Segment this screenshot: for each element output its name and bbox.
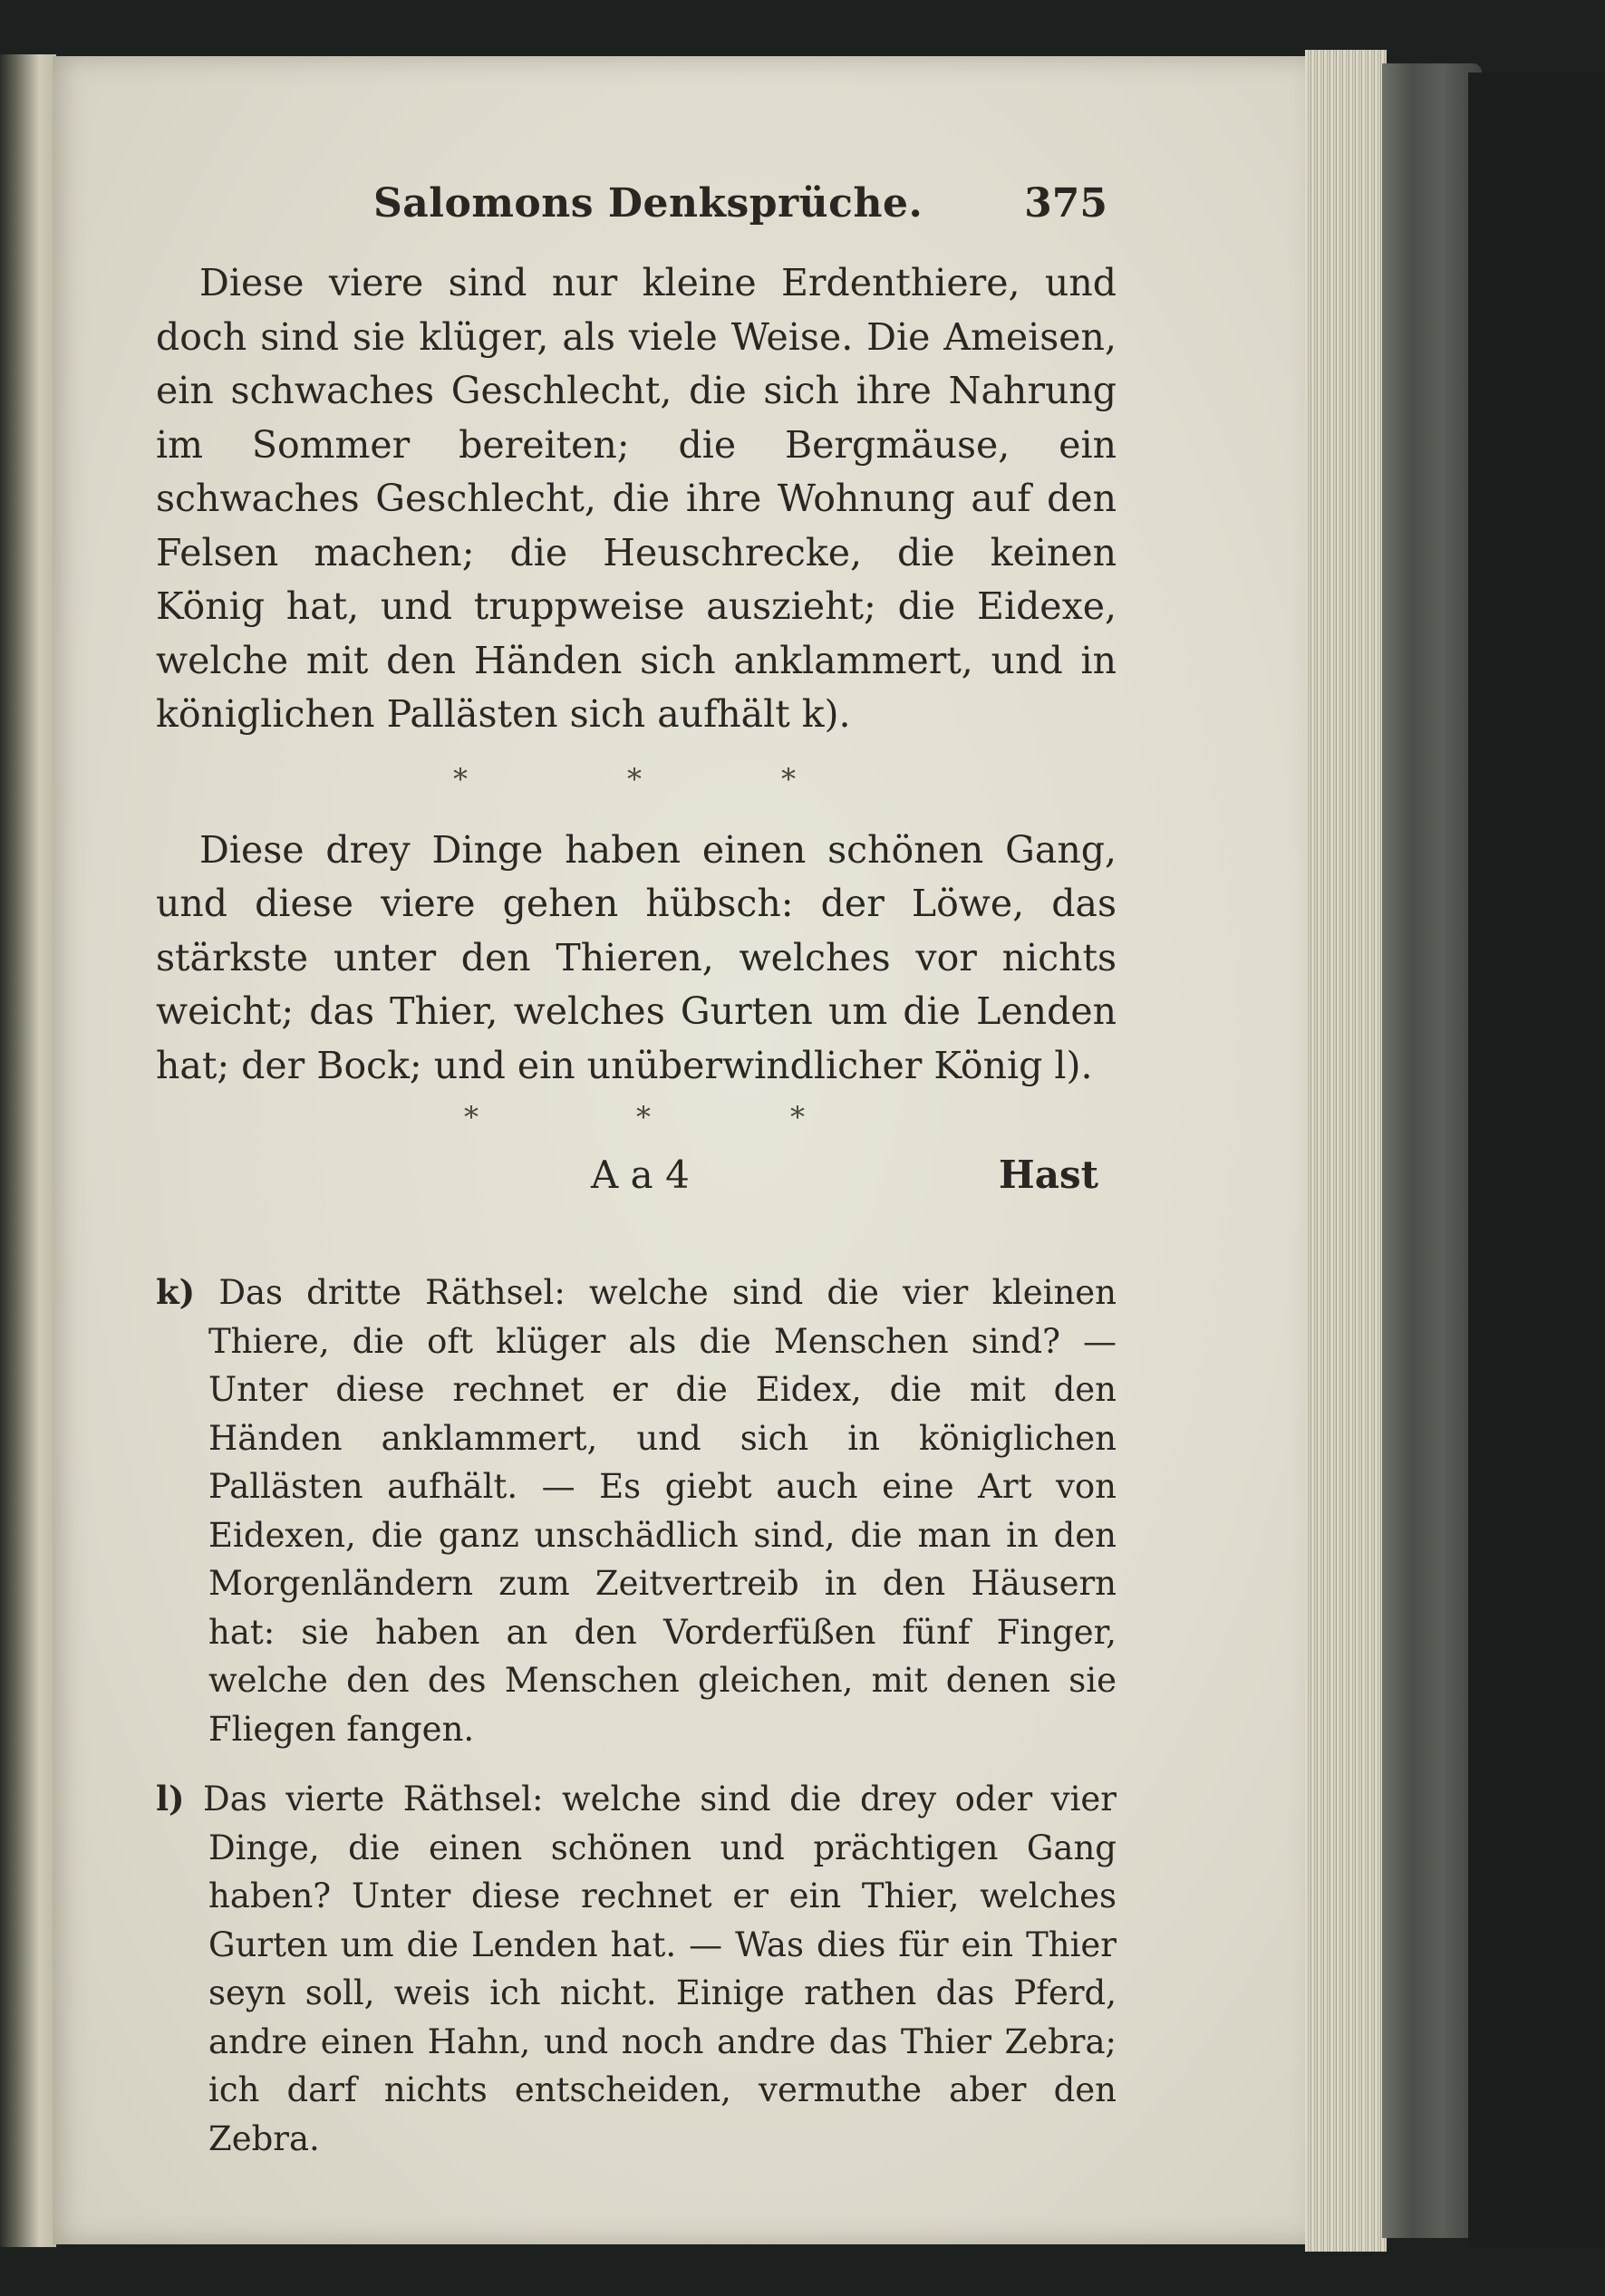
text-block bbox=[156, 177, 1117, 2185]
asterism-separator-2 bbox=[156, 1093, 1117, 1147]
asterism-separator-1 bbox=[156, 742, 1117, 824]
book-cover-board bbox=[1382, 63, 1482, 2238]
asterisk: * bbox=[790, 1100, 805, 1134]
asterisk: * bbox=[464, 1100, 479, 1134]
signature-mark: A a 4 bbox=[591, 1153, 690, 1197]
asterisk: * bbox=[781, 761, 796, 796]
asterisk: * bbox=[453, 761, 468, 796]
footnote-text: Das dritte Räthsel: welche sind die vier kleinen Thiere, die oft klüger als die Menschen sind? — Unter diese rechnet er die Eidex, die mit den Händen anklammert, und sich in königlichen Pallästen aufhält. — Es giebt auch eine Art von Eidexen, die ganz unschädlich sind, die man in den Morgenländern zum Zeitvertreib in den Häusern hat: sie haben an den Vorderfüßen fünf Finger, welche den des Menschen gleichen, mit denen sie Fliegen fangen. bbox=[208, 1273, 1117, 1749]
running-head bbox=[156, 177, 1117, 235]
left-page-edge bbox=[0, 54, 56, 2247]
running-head-title: Salomons Denksprüche. bbox=[373, 180, 923, 227]
page-number: 375 bbox=[1024, 180, 1107, 227]
background-shadow bbox=[1468, 72, 1605, 2247]
footnote-text: Das vierte Räthsel: welche sind die drey oder vier Dinge, die einen schönen und prächtigen Gang haben? Unter diese rechnet er ein Thier, welches Gurten um die Lenden hat. — Was dies für ein Thier seyn soll, weis ich nicht. Einige rathen das Pferd, andre einen Hahn, und noch andre das Thier Zebra; ich darf nichts entscheiden, vermuthe aber den Zebra. bbox=[203, 1780, 1117, 2158]
paragraph-2: Diese drey Dinge haben einen schönen Gang, und diese viere gehen hübsch: der Löwe, das stärkste unter den Thieren, welches vor nichts weicht; das Thier, welches Gurten um die Lenden hat; der Bock; und ein unüberwindlicher König l). bbox=[156, 827, 1117, 1087]
signature-line bbox=[156, 1147, 1117, 1218]
page-stack-edge bbox=[1305, 50, 1387, 2252]
footnote-l bbox=[156, 1775, 1117, 2163]
footnotes bbox=[156, 1269, 1117, 2163]
footnote-mark: k) bbox=[156, 1272, 196, 1312]
asterisk: * bbox=[627, 761, 642, 796]
asterisk: * bbox=[636, 1100, 651, 1134]
footnote-k bbox=[156, 1269, 1117, 1753]
footnote-mark: l) bbox=[156, 1779, 185, 1818]
paragraph-1: Diese viere sind nur kleine Erdenthiere, und doch sind sie klüger, als viele Weise. Die Ameisen, ein schwaches Geschlecht, die sich ihre Nahrung im Sommer bereiten; die Bergmäuse, ein schwaches Geschlecht, die ihre Wohnung auf den Felsen machen; die Heuschrecke, die keinen König hat, und truppweise auszieht; die Eidexe, welche mit den Händen sich anklammert, und in königlichen Pallästen sich aufhält k). bbox=[156, 261, 1117, 736]
catchword: Hast bbox=[999, 1153, 1098, 1197]
